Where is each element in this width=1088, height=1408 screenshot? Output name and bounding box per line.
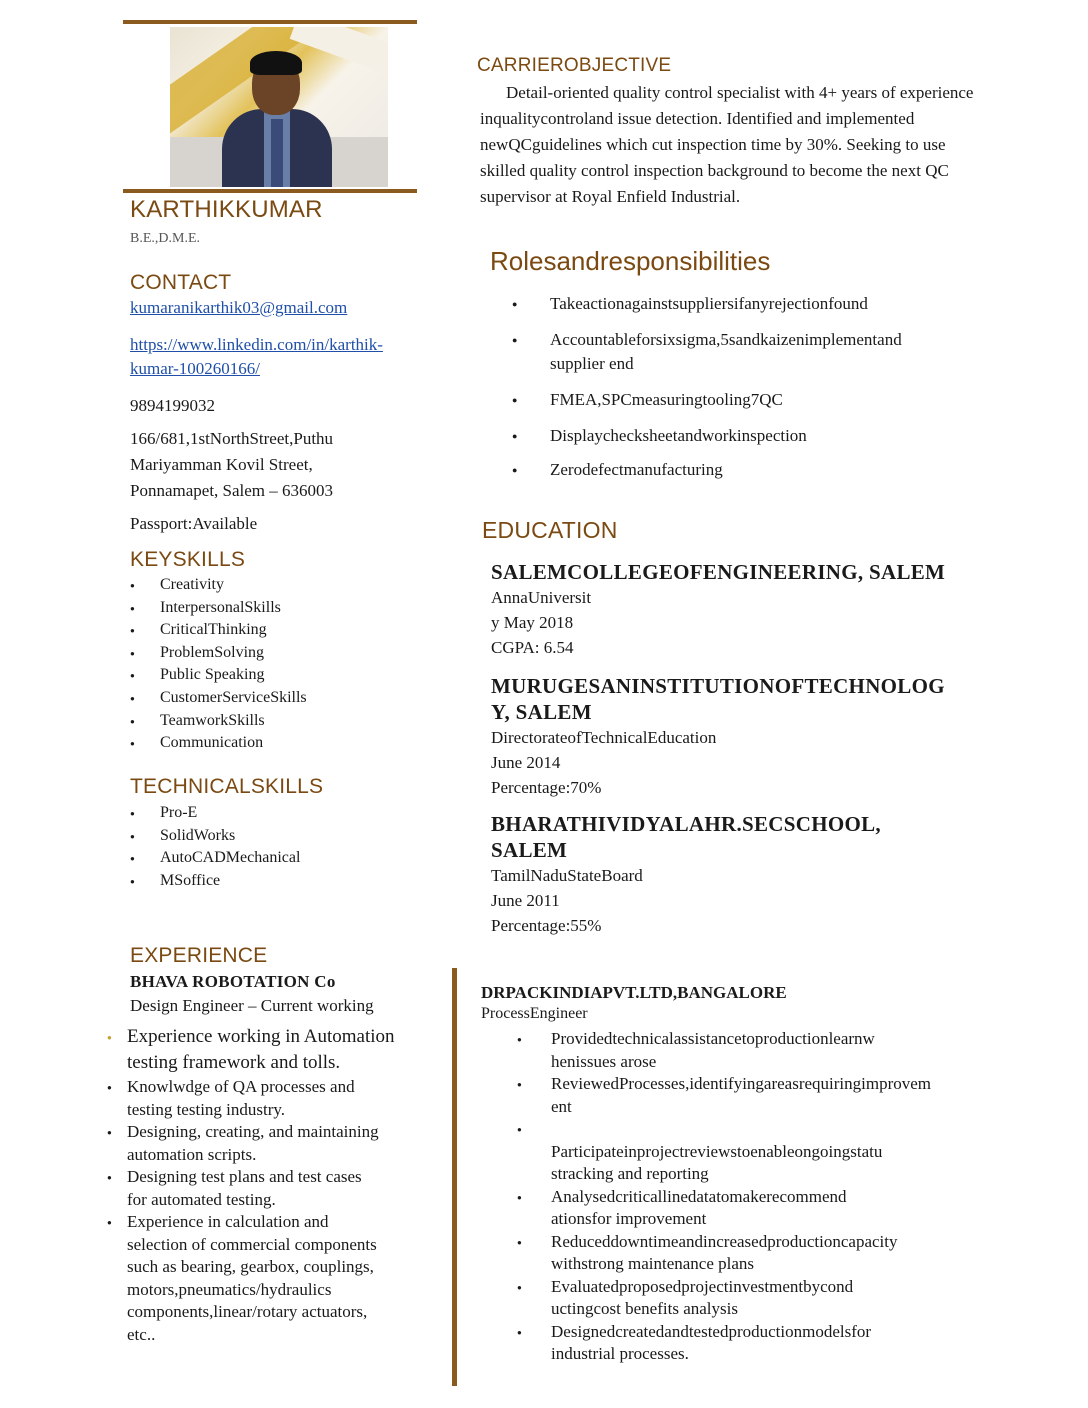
list-item: ● Experience in calculation and selection of commercial components such as bearing, gearbox, couplings, motors,pneumatics/hydraulics components,linear/rotary actuators, etc.. [107,1211,447,1346]
list-item: ● Designedcreatedandtestedproductionmodelsfor industrial processes. [517,1321,1017,1366]
linkedin-line-2[interactable]: kumar-100260166/ [130,359,260,378]
photo-bottom-rule [123,189,417,193]
list-item: ● Public Speaking [130,664,307,687]
technical-skills-heading: TECHNICALSKILLS [130,775,324,798]
linkedin-line-1[interactable]: https://www.linkedin.com/in/karthik- [130,335,383,354]
address-line-2: Mariyamman Kovil Street, [130,455,313,474]
top-rule [123,20,417,24]
job2-company: DRPACKINDIAPVT.LTD,BANGALORE [481,983,787,1002]
linkedin-link[interactable] [130,333,383,381]
list-item: ● Analysedcriticallinedatatomakerecommend ationsfor improvement [517,1186,1017,1231]
education-entry-2: MURUGESANINSTITUTIONOFTECHNOLOG Y, SALEM DirectorateofTechnicalEducation June 2014 Percentage:70% [491,674,945,797]
key-skills-heading: KEYSKILLS [130,548,246,571]
roles-heading: Rolesandresponsibilities [490,246,771,276]
roles-list [512,292,1052,482]
education-heading: EDUCATION [482,517,618,543]
experience-divider [452,968,457,1386]
list-item: ● Participateinprojectreviewstoenableongoingstatu stracking and reporting [517,1118,1017,1186]
list-item: ● Creativity [130,574,307,597]
list-item: ● Knowlwdge of QA processes and testing testing industry. [107,1076,447,1121]
list-item: ● CustomerServiceSkills [130,687,307,710]
job2-responsibilities [517,1028,1017,1366]
list-item: ● Pro-E [130,802,300,825]
candidate-name: KARTHIKKUMAR [130,196,323,223]
list-item: ● AutoCADMechanical [130,847,300,870]
list-item: ● CriticalThinking [130,619,307,642]
list-item: ● Designing, creating, and maintaining automation scripts. [107,1121,447,1166]
phone-number: 9894199032 [130,396,215,415]
list-item: ● ReviewedProcesses,identifyingareasrequiringimprovem ent [517,1073,1017,1118]
list-item: ● Displaychecksheetandworkinspection [512,424,1052,448]
list-item: ● Zerodefectmanufacturing [512,458,1052,482]
list-item: ● Takeactionagainstsuppliersifanyrejectionfound [512,292,1052,316]
technical-skills-list [130,802,300,892]
profile-photo [170,27,388,187]
list-item: ● TeamworkSkills [130,710,307,733]
list-item: ● ProblemSolving [130,642,307,665]
job1-company: BHAVA ROBOTATION Co [130,972,336,991]
job2-role: ProcessEngineer [481,1005,588,1022]
list-item: ● MSoffice [130,870,300,893]
education-entry-1: SALEMCOLLEGEOFENGINEERING, SALEM AnnaUniversit y May 2018 CGPA: 6.54 [491,560,946,657]
list-item: ● InterpersonalSkills [130,597,307,620]
list-item: ● Reduceddowntimeandincreasedproductioncapacity withstrong maintenance plans [517,1231,1017,1276]
objective-text: Detail-oriented quality control specialist with 4+ years of experience inqualitycontroland issue detection. Identified and implemented newQCguidelines which cut inspection time by 30%. Seeking to use skilled quality control inspection background to become the next QC supervisor at Royal Enfield Industrial. [480,83,974,206]
contact-heading: CONTACT [130,271,232,294]
list-item: ● Evaluatedproposedprojectinvestmentbycond uctingcost benefits analysis [517,1276,1017,1321]
key-skills-list [130,574,307,755]
candidate-degree: B.E.,D.M.E. [130,231,200,246]
objective-heading: CARRIEROBJECTIVE [477,55,672,76]
address [130,426,333,504]
list-item: ● Accountableforsixsigma,5sandkaizenimplementand supplier end [512,328,1052,376]
list-item: ● Experience working in Automation testing framework and tolls. [107,1024,447,1076]
list-item: ● Providedtechnicalassistancetoproductionlearnw henissues arose [517,1028,1017,1073]
list-item: ● FMEA,SPCmeasuringtooling7QC [512,388,1052,412]
passport-status: Passport:Available [130,514,258,533]
list-item: ● SolidWorks [130,825,300,848]
address-line-3: Ponnamapet, Salem – 636003 [130,481,334,500]
list-item: ● Communication [130,732,307,755]
job1-responsibilities [107,1024,447,1346]
email-link[interactable]: kumaranikarthik03@gmail.com [130,298,348,317]
education-entry-3: BHARATHIVIDYALAHR.SECSCHOOL, SALEM TamilNaduStateBoard June 2011 Percentage:55% [491,812,881,935]
experience-heading: EXPERIENCE [130,944,268,967]
address-line-1: 166/681,1stNorthStreet,Puthu [130,429,334,448]
list-item: ● Designing test plans and test cases for automated testing. [107,1166,447,1211]
job1-role: Design Engineer – Current working [130,996,374,1015]
